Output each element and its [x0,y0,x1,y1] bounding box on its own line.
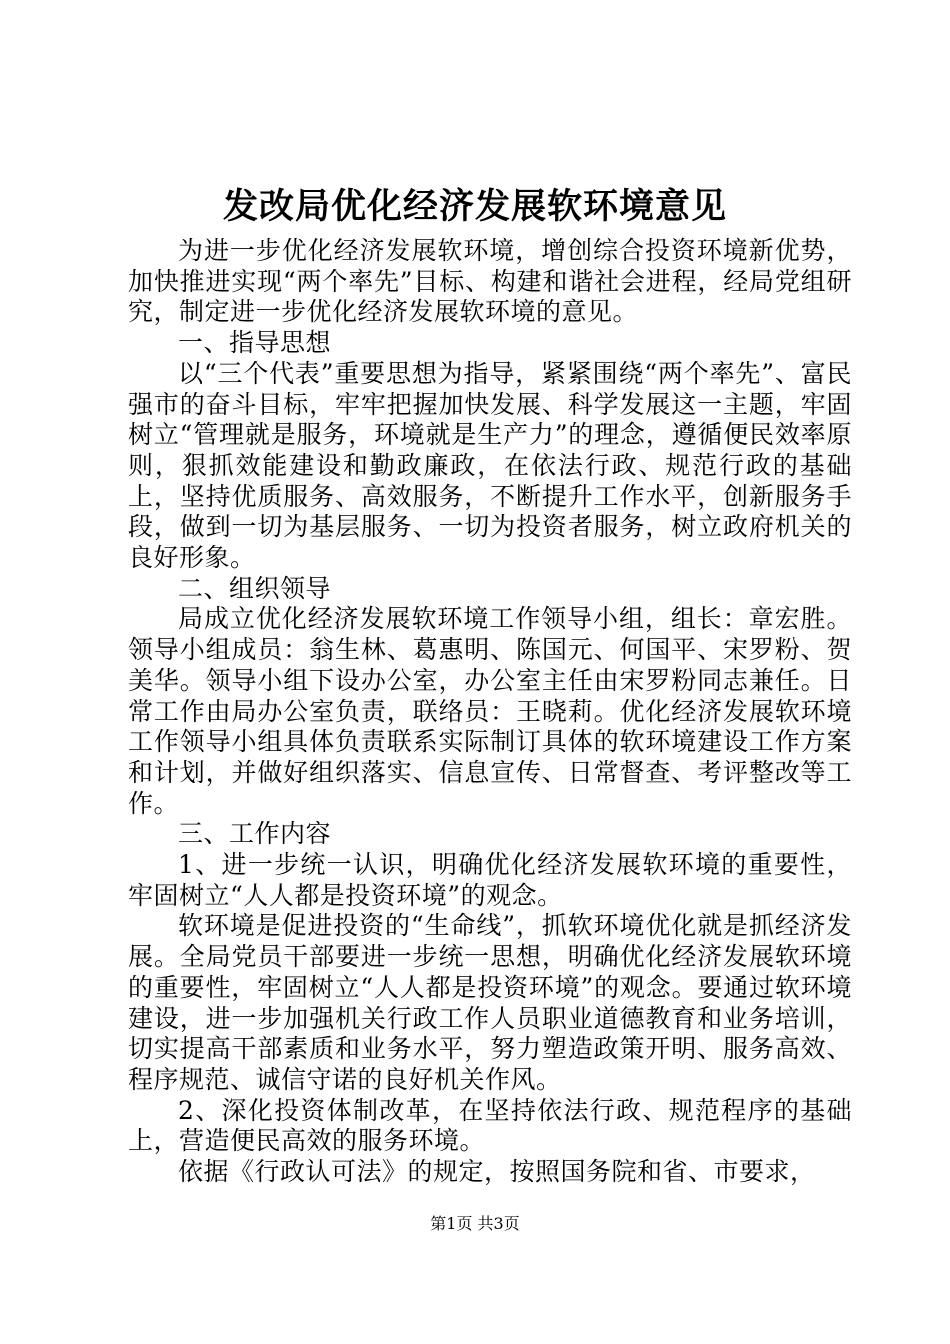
work-item-2-heading: 2、深化投资体制改革，在坚持依法行政、规范程序的基础上，营造便民高效的服务环境。 [128,1095,852,1156]
work-item-1-paragraph: 软环境是促进投资的“生命线”，抓软环境优化就是抓经济发展。全局党员干部要进一步统一思想，明确优化经济发展软环境的重要性，牢固树立“人人都是投资环境”的观念。要通过软环境建设，进一步加强机关行政工作人员职业道德教育和业务培训，切实提高干部素质和业务水平，努力塑造政策开明、服务高效、程序规范、诚信守诺的良好机关作风。 [128,911,852,1094]
section-heading-organization: 二、组织领导 [178,573,332,603]
page-footer: 第1页 共3页 [430,1214,520,1233]
document-title: 发改局优化经济发展软环境意见 [222,186,727,227]
document-body [128,236,852,1188]
guiding-ideology-paragraph: 以“三个代表”重要思想为指导，紧紧围绕“两个率先”、富民强市的奋斗目标，牢牢把握加快发展、科学发展这一主题，牢固树立“管理就是服务，环境就是生产力”的理念，遵循便民效率原则，狠抓效能建设和勤政廉政，在依法行政、规范行政的基础上，坚持优质服务、高效服务，不断提升工作水平，创新服务手段，做到一切为基层服务、一切为投资者服务，树立政府机关的良好形象。 [128,358,852,573]
work-item-1-heading: 1、进一步统一认识，明确优化经济发展软环境的重要性，牢固树立“人人都是投资环境”的观念。 [128,850,852,910]
section-heading-work-content: 三、工作内容 [178,819,332,849]
intro-paragraph: 为进一步优化经济发展软环境，增创综合投资环境新优势，加快推进实现“两个率先”目标、构建和谐社会进程，经局党组研究，制定进一步优化经济发展软环境的意见。 [128,236,852,327]
organization-paragraph: 局成立优化经济发展软环境工作领导小组，组长：章宏胜。领导小组成员：翁生林、葛惠明、陈国元、何国平、宋罗粉、贺美华。领导小组下设办公室，办公室主任由宋罗粉同志兼任。日常工作由局办公室负责，联络员：王晓莉。优化经济发展软环境工作领导小组具体负责联系实际制订具体的软环境建设工作方案和计划，并做好组织落实、信息宣传、日常督查、考评整改等工作。 [128,604,852,818]
work-item-2-paragraph: 依据《行政认可法》的规定，按照国务院和省、市要求， [178,1157,816,1187]
section-heading-guiding-ideology: 一、指导思想 [178,328,332,358]
